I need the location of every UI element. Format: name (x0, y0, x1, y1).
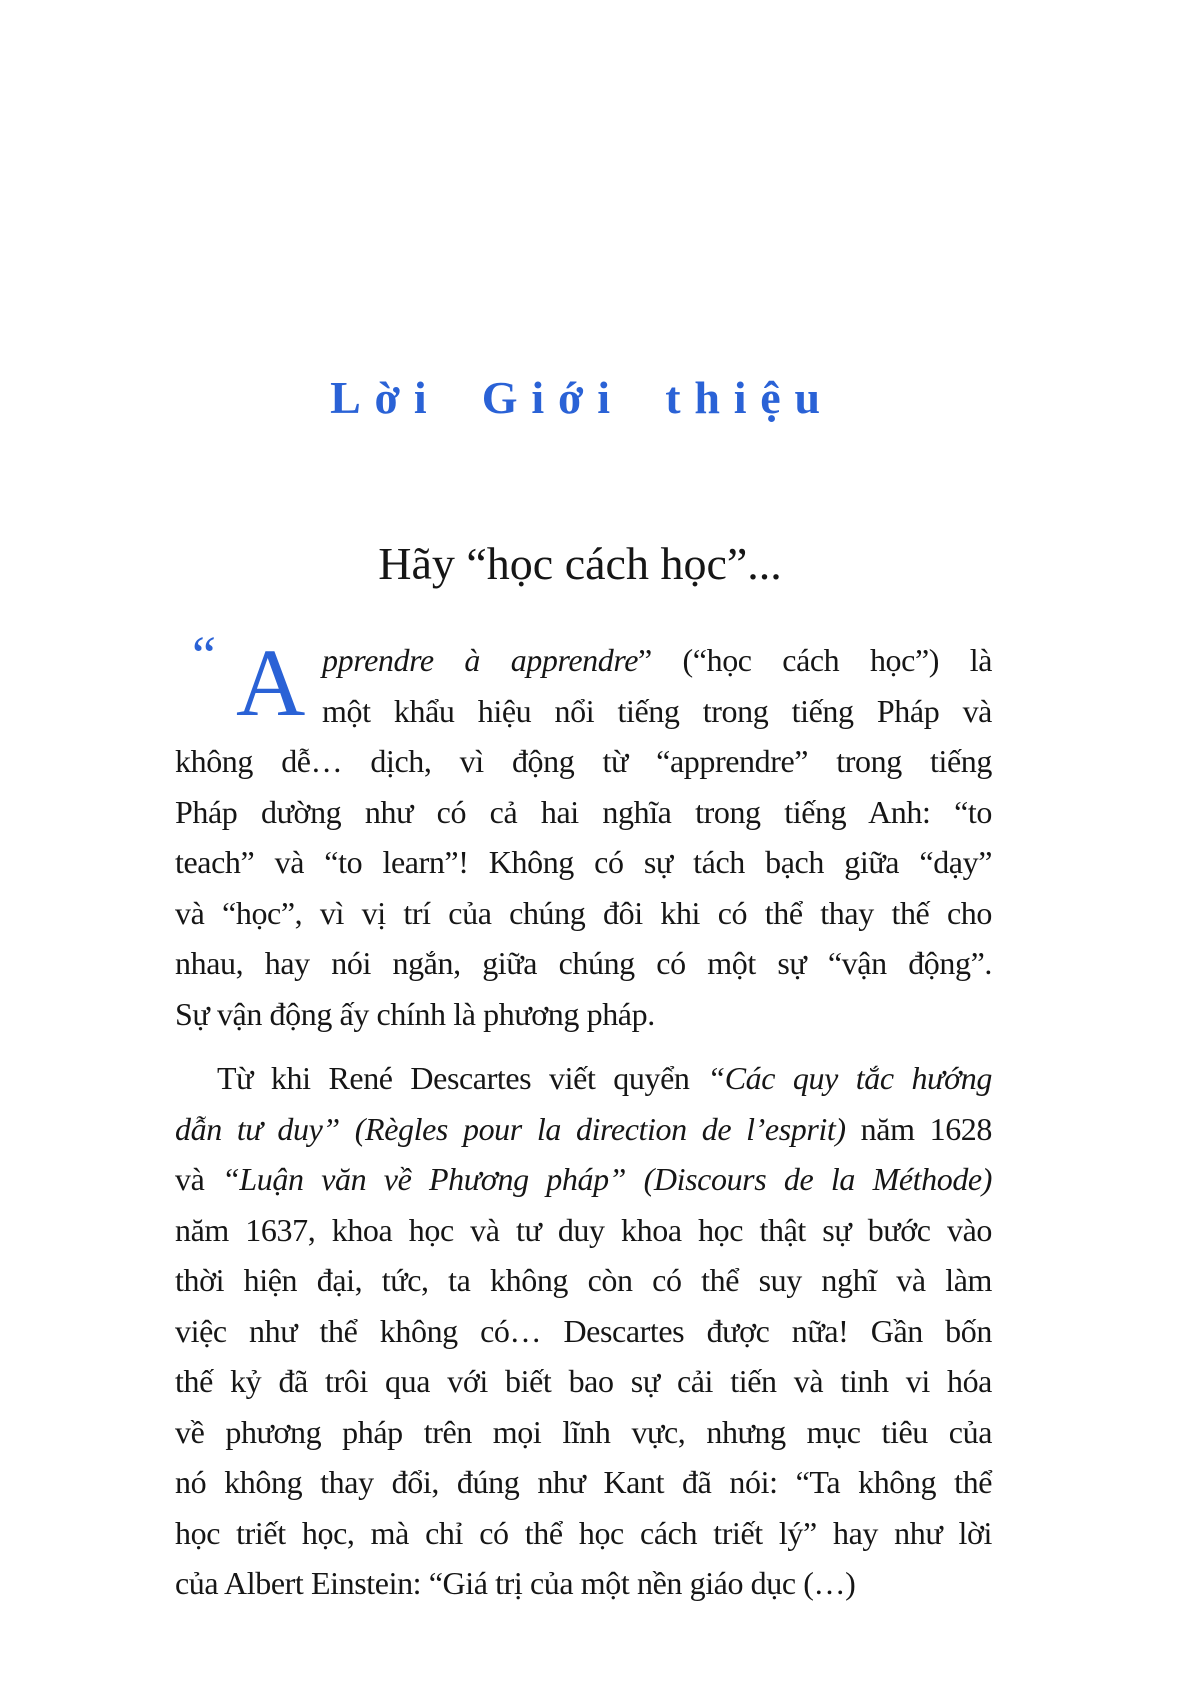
text-segment: không dễ… dịch, vì động từ “apprendre” trong tiếng (175, 743, 992, 779)
text-line (175, 1563, 992, 1603)
text-segment: nhau, hay nói ngắn, giữa chúng có một sự “vận động”. (175, 945, 992, 981)
text-segment: năm 1637, khoa học và tư duy khoa học thật sự bước vào (175, 1211, 992, 1248)
text-line (175, 1109, 992, 1149)
text-line (175, 1260, 992, 1300)
text-segment: về phương pháp trên mọi lĩnh vực, nhưng mục tiêu của (175, 1413, 992, 1450)
chapter-title: Lời Giới thiệu (330, 372, 834, 423)
text-line (217, 1058, 992, 1098)
text-segment: Pháp dường như có cả hai nghĩa trong tiếng Anh: “to (175, 793, 992, 830)
text-line (175, 994, 992, 1034)
text-segment: ” (“học cách học”) là (638, 642, 992, 678)
text-line (175, 792, 992, 832)
text-segment: và “học”, vì vị trí của chúng đôi khi có thể thay thế cho (175, 894, 992, 931)
text-segment: năm 1628 (845, 1110, 992, 1147)
section-subtitle: Hãy “học cách học”... (378, 538, 782, 589)
text-segment: Sự vận động ấy chính là phương pháp. (175, 995, 655, 1032)
text-line (322, 691, 992, 731)
text-line (175, 1412, 992, 1452)
italic-text: dẫn tư duy” (Règles pour la direction de l’esprit) (175, 1110, 846, 1147)
text-segment: một khẩu hiệu nổi tiếng trong tiếng Pháp và (322, 692, 992, 729)
italic-text: “Các quy tắc hướng (707, 1060, 992, 1096)
text-line (175, 1513, 992, 1553)
text-line (175, 1311, 992, 1351)
text-line (175, 1159, 992, 1199)
text-segment: thời hiện đại, tức, ta không còn có thể suy nghĩ và làm (175, 1262, 992, 1298)
italic-text: “Luận văn về Phương pháp” (Discours de la Méthode) (222, 1161, 992, 1197)
text-line (175, 842, 992, 882)
text-segment: nó không thay đổi, đúng như Kant đã nói: “Ta không thể (175, 1464, 992, 1500)
text-line (175, 1462, 992, 1502)
text-segment: việc như thể không có… Descartes được nữa! Gần bốn (175, 1312, 992, 1349)
text-line (175, 1210, 992, 1250)
text-segment: học triết học, mà chỉ có thể học cách triết lý” hay như lời (175, 1514, 992, 1551)
text-segment: của Albert Einstein: “Giá trị của một nền giáo dục (…) (175, 1565, 856, 1601)
text-line (175, 943, 992, 983)
text-segment: và (175, 1161, 222, 1197)
text-line (175, 893, 992, 933)
italic-text: pprendre à apprendre (322, 642, 639, 678)
text-line (175, 1361, 992, 1401)
text-segment: Từ khi René Descartes viết quyển (217, 1060, 708, 1096)
drop-cap-letter: A (236, 629, 306, 736)
text-segment: teach” và “to learn”! Không có sự tách bạch giữa “dạy” (175, 844, 992, 880)
drop-cap-quote: “ (192, 628, 216, 682)
text-line (322, 640, 992, 680)
text-line (175, 741, 992, 781)
text-segment: thế kỷ đã trôi qua với biết bao sự cải tiến và tinh vi hóa (175, 1363, 992, 1399)
